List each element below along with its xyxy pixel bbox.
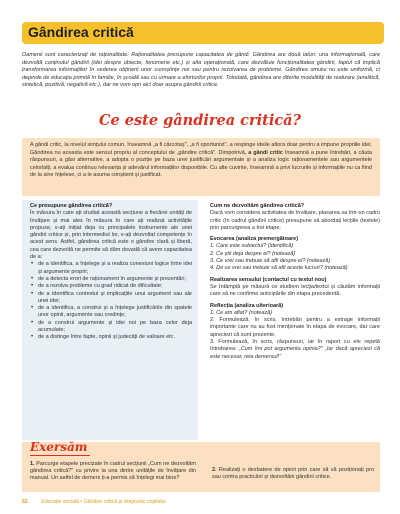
list-item: • de a identifica, a construi și a înțelege justificările din spatele unor opinii, argumente sau credințe; bbox=[30, 305, 192, 320]
definition-text-start: A gândi critic, la nivelul simțului comun, înseamnă „a fi cârcotaș", „a fi oportunist", a respinge ideile altora doar pentru a impune propriile idei. Gândirea nu aceasta este sensul propriu al conceptului de „gândire critică". Dimpotrivă, bbox=[30, 142, 372, 156]
realizare-title: Realizarea sensului (contactul cu textul nou) bbox=[210, 276, 327, 283]
evocare-title: Evocarea (analiza premergătoare) bbox=[210, 236, 299, 243]
title-bar bbox=[22, 22, 378, 44]
page-number: 62 bbox=[22, 499, 28, 505]
reflectie-item bbox=[210, 339, 380, 361]
left-column-paragraph: În măsura în care ați studiat această secțiune a fiecărei unități de învățare și mai ales în măsura în care ați realizat activitățile propuse, v-ați inițiat deja cu principalele instrumente ale unei gândiri critice și, prin intermediul lor, v-ați dezvoltat competențe în acest sens. Astfel, gândirea critică este o gândire clară și liberă, cea care dezvoltă ne permite să dăm dovadă că avem capacitatea de a: bbox=[30, 210, 192, 261]
evocare-item: 1. Care este subiectul? (identifică) bbox=[210, 243, 294, 250]
left-column bbox=[30, 203, 192, 342]
evocare-item: 4. De ce vrei sau trebuie să afli aceste lucruri? (notează) bbox=[210, 265, 348, 272]
right-column-paragraph: Dacă vom considera activitatea de învățare, plasarea sa într-un cadru critic (în cadrul gândirii critice) presupune să abordați lecțiile (textele) prin parcurgerea a trei etape: bbox=[210, 210, 380, 231]
exercise-number: 1. bbox=[30, 461, 35, 467]
exercise-title-underline bbox=[30, 455, 90, 456]
section-heading: Ce este gândirea critică? bbox=[98, 112, 302, 129]
title-tab-decoration bbox=[362, 22, 384, 44]
list-item: • de a distinge între fapte, opinii și judecăți de valoare etc. bbox=[30, 334, 192, 341]
left-column-title: Ce presupune gândirea critică? bbox=[30, 203, 113, 209]
realizare-text: Se întâmplă pe măsură ce studiem lecția/textul și căutăm informații care să ne confirme anticipările din etapa precedentă. bbox=[210, 283, 380, 298]
intro-paragraph: Oamenii sunt caracterizați de raționalitate. Raționalitatea presupune capacitatea de gândi. Gândirea are două laturi: una informațională, care dezvoltă conținutul gândirii (idei despre obiecte, fenomene etc.) și alta operațională, care dezvăluie funcționalitatea gândirii, faptul că implică transformarea informațiilor în vederea obținerii unor cunoștințe noi sau pentru rezolvarea de probleme. Gândirea omului nu este uniformă, ci depinde de educația primită în familie, în școală sau cu urmare a eforturilor proprii. Totodată, gândirea are diferite modalități de realizare (analitică, sintetică, pozitivă, negativă etc.), dar ne vom opri aici doar asupra gândirii critice. bbox=[22, 52, 380, 89]
exercise-text: Parcurge etapele precizate în cadrul secțiunii „Cum ne dezvoltăm gândirea critică?" cu privire la una dintre unitățile de învățare din manual. Un astfel de demers ți-a permis să înțelegi mai bine? bbox=[30, 461, 196, 482]
reflectie-3-start: 3. Formulează, în scris, răspunsuri, iar în raport cu ele repetă întrebarea: bbox=[210, 339, 380, 353]
reflectie-3-quote: „Cum îmi pot argumenta opinia?" bbox=[238, 346, 323, 353]
list-item: • de a identifica, a înțelege și a realiza conexiuni logice între idei și argumente proprii; bbox=[30, 261, 192, 276]
reflectie-3-end: „Iar dacă apreciezi că este necesar, reia demersul!" bbox=[210, 346, 380, 360]
exercise-title: Exersăm bbox=[30, 440, 88, 454]
list-item: • de a identifica contextul și implicațiile unui argument sau ale unei idei; bbox=[30, 291, 192, 306]
exercise-text: Realizați o dezbatere de opinii prin care să vă poziționați pro sau contra practicării și dezvoltării gândirii critice. bbox=[212, 467, 374, 481]
evocare-item: 2. Ce știi deja despre el? (notează) bbox=[210, 250, 296, 257]
footer bbox=[22, 499, 166, 505]
page-title: Gândirea critică bbox=[28, 24, 134, 40]
definition-paragraph bbox=[30, 142, 372, 180]
right-column-title: Cum ne dezvoltăm gândirea critică? bbox=[210, 203, 305, 209]
definition-bold-term: a gândi critic bbox=[248, 149, 283, 156]
reflectie-item: 2. Formulează, în scris, întrebări pentru a extrage informații importante care nu au fost menționate în etapa de evocare, dar care apreciezi că sunt prezente. bbox=[210, 317, 380, 338]
running-title: Educație socială • Gândire critică și drepturile copilului bbox=[41, 499, 166, 505]
reflectie-item: 1. Ce am aflat? (notează) bbox=[210, 309, 273, 316]
exercise-item-1 bbox=[30, 461, 196, 483]
exercise-number: 2. bbox=[212, 467, 217, 473]
list-item: • de a construi argumente și idei noi pe baza celor deja acumulate; bbox=[30, 320, 192, 335]
definition-text-end: înseamnă a pune întrebări, a căuta răspunsuri, a găsi alternative, a adopta o poziție pe baza unei justificări argumentate și a analiza logic raționamentele sau argumentele celorlalți, a evalua continuu relevanța și adevărul informațiilor disponibile. Cu alte cuvinte, înseamnă a privi lucrurile și informațiile nu ca fiind de la sine înțelese, ci a le asuma conștient și justificat. bbox=[30, 149, 372, 179]
evocare-item: 3. Ce vrei sau trebuie să afli despre el? (notează) bbox=[210, 258, 331, 265]
right-column bbox=[210, 203, 380, 361]
reflectie-title: Reflecția (analiza ulterioară) bbox=[210, 302, 284, 309]
exercise-item-2 bbox=[212, 467, 374, 481]
list-item: • de a detecta erori de raționament în argumente și prezentări; bbox=[30, 276, 192, 283]
list-item: • de a rezolva probleme cu grad ridicat de dificultate; bbox=[30, 283, 192, 290]
